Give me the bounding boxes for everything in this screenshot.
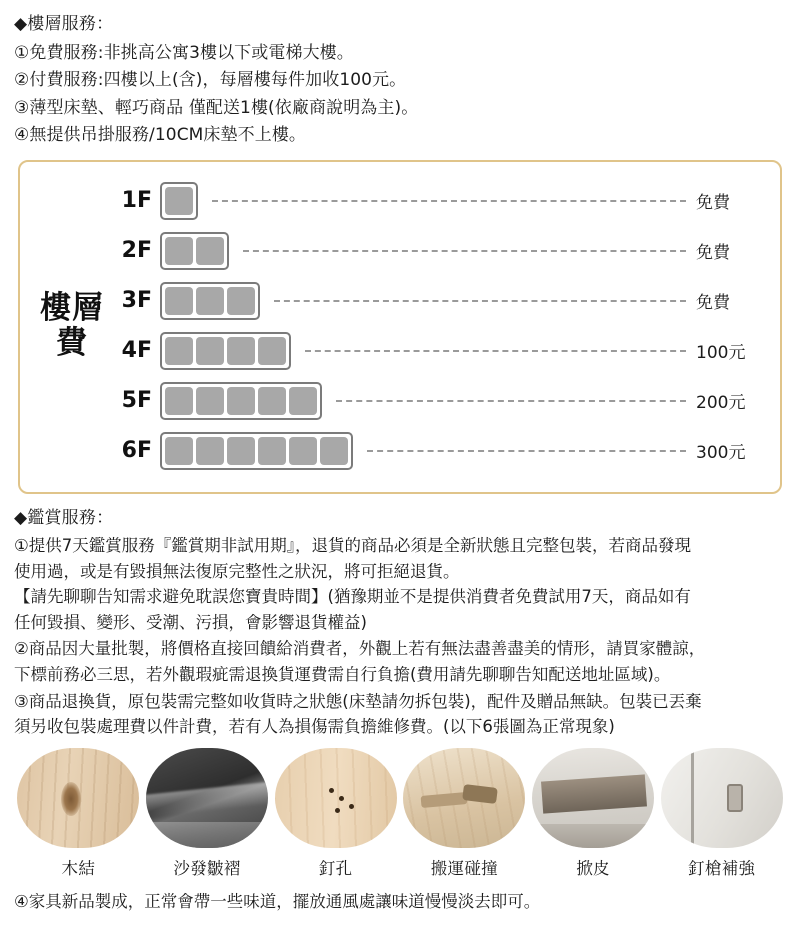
floor-block — [165, 437, 193, 465]
floor-block — [196, 337, 224, 365]
floor-fee-row — [114, 326, 770, 376]
photo-item — [659, 748, 784, 879]
review-line: ②商品因大量批製，將價格直接回饋給消費者，外觀上若有無法盡善盡美的情形，請買家體諒， — [14, 639, 706, 659]
floor-block — [165, 187, 193, 215]
normal-condition-photo-strip — [14, 748, 786, 879]
nail-hole-dot — [335, 808, 340, 813]
floor-fee-value: 100元 — [696, 343, 746, 364]
photo-caption: 釘槍補強 — [688, 858, 756, 878]
floor-block — [227, 287, 255, 315]
floor-block — [196, 387, 224, 415]
floor-blocks — [160, 232, 229, 270]
floor-service-heading: ◆樓層服務： — [14, 14, 114, 34]
floor-block — [196, 287, 224, 315]
floor-note-3: ③薄型床墊、輕巧商品 僅配送1樓(依廠商說明為主)。 — [14, 97, 419, 118]
review-line: ①提供7天鑑賞服務『鑑賞期非試用期』，退貨的商品必須是全新狀態且完整包裝，若商品發現 — [14, 536, 692, 556]
floor-block — [196, 437, 224, 465]
floor-label: 3F — [121, 288, 152, 314]
review-paragraph-2 — [14, 636, 786, 687]
floor-blocks — [160, 382, 322, 420]
floor-block — [320, 437, 348, 465]
nail-hole-photo — [275, 748, 397, 848]
floor-blocks — [160, 182, 198, 220]
floor-label: 2F — [121, 238, 152, 264]
dashed-connector — [367, 450, 686, 452]
floor-label: 1F — [121, 188, 152, 214]
floor-block — [227, 387, 255, 415]
photo-caption: 釘孔 — [318, 858, 353, 878]
floor-label: 5F — [121, 388, 152, 414]
floor-block — [196, 237, 224, 265]
floor-fee-row — [114, 276, 770, 326]
floor-fee-value: 免費 — [696, 193, 730, 214]
photo-item — [402, 748, 527, 879]
floor-block — [258, 437, 286, 465]
footer-note: ④家具新品製成，正常會帶一些味道，擺放通風處讓味道慢慢淡去即可。 — [14, 891, 541, 911]
photo-item — [273, 748, 398, 879]
floor-blocks — [160, 332, 291, 370]
review-line: 使用過，或是有毀損無法復原完整性之狀況，將可拒絕退貨。 — [14, 561, 460, 581]
floor-note-4: ④無提供吊掛服務/10CM床墊不上樓。 — [14, 125, 307, 146]
review-line: ③商品退換貨，原包裝需完整如收貨時之狀態(床墊請勿拆包裝)，配件及贈品無缺。包裝已丟棄 — [14, 691, 702, 711]
review-paragraph-3 — [14, 689, 786, 740]
floor-block — [165, 287, 193, 315]
dashed-connector — [305, 350, 686, 352]
floor-fee-card-title: 樓層費 — [40, 289, 104, 361]
floor-block — [227, 337, 255, 365]
photo-item — [16, 748, 141, 879]
floor-blocks — [160, 282, 260, 320]
floor-block — [258, 337, 286, 365]
floor-fee-row — [114, 226, 770, 276]
photo-caption: 木結 — [61, 858, 96, 878]
floor-note-1: ①免費服務:非挑高公寓3樓以下或電梯大樓。 — [14, 42, 354, 63]
floor-fee-value: 免費 — [696, 243, 730, 264]
nail-hole-dot — [339, 796, 344, 801]
floor-label: 6F — [121, 438, 152, 464]
floor-block — [227, 437, 255, 465]
floor-block — [289, 387, 317, 415]
photo-caption: 掀皮 — [576, 858, 610, 878]
floor-fee-card — [18, 160, 782, 494]
photo-caption: 搬運碰撞 — [430, 858, 498, 878]
floor-fee-value: 300元 — [696, 443, 746, 464]
review-line: 下標前務必三思，若外觀瑕疵需退換貨運費需自行負擔(費用請先聊聊告知配送地址區域)。 — [14, 664, 671, 684]
dashed-connector — [274, 300, 686, 302]
photo-caption: 沙發皺褶 — [173, 858, 241, 878]
photo-item — [531, 748, 656, 879]
review-line: 【請先聊聊告知需求避免耽誤您寶貴時間】(猶豫期並不是提供消費者免費試用7天，商品如有 — [14, 587, 691, 607]
floor-label: 4F — [121, 338, 152, 364]
review-line: 須另收包裝處理費以件計費，若有人為損傷需負擔維修費。(以下6張圖為正常現象) — [14, 717, 615, 737]
sofa-crease-photo — [146, 748, 268, 848]
review-service-heading: ◆鑑賞服務： — [14, 507, 114, 528]
staple-reinforce-photo — [661, 748, 783, 848]
review-paragraph-1 — [14, 533, 786, 635]
floor-fee-row — [114, 426, 770, 476]
floor-block — [165, 337, 193, 365]
floor-fee-value: 免費 — [696, 293, 730, 314]
wood-knot-photo — [17, 748, 139, 848]
review-line: 任何毀損、變形、受潮、污損，會影響退貨權益) — [14, 612, 367, 632]
dashed-connector — [243, 250, 686, 252]
photo-item — [145, 748, 270, 879]
floor-block — [165, 387, 193, 415]
floor-fee-row — [114, 176, 770, 226]
floor-fee-value: 200元 — [696, 393, 746, 414]
transport-dent-photo — [403, 748, 525, 848]
nail-hole-dot — [349, 804, 354, 809]
floor-block — [258, 387, 286, 415]
peeling-photo — [532, 748, 654, 848]
nail-hole-dot — [329, 788, 334, 793]
floor-fee-row — [114, 376, 770, 426]
floor-fee-rows — [114, 176, 770, 476]
floor-blocks — [160, 432, 353, 470]
floor-block — [289, 437, 317, 465]
floor-block — [165, 237, 193, 265]
dashed-connector — [212, 200, 686, 202]
floor-note-2: ②付費服務:四樓以上(含)，每層樓每件加收100元。 — [14, 70, 407, 91]
dashed-connector — [336, 400, 686, 402]
